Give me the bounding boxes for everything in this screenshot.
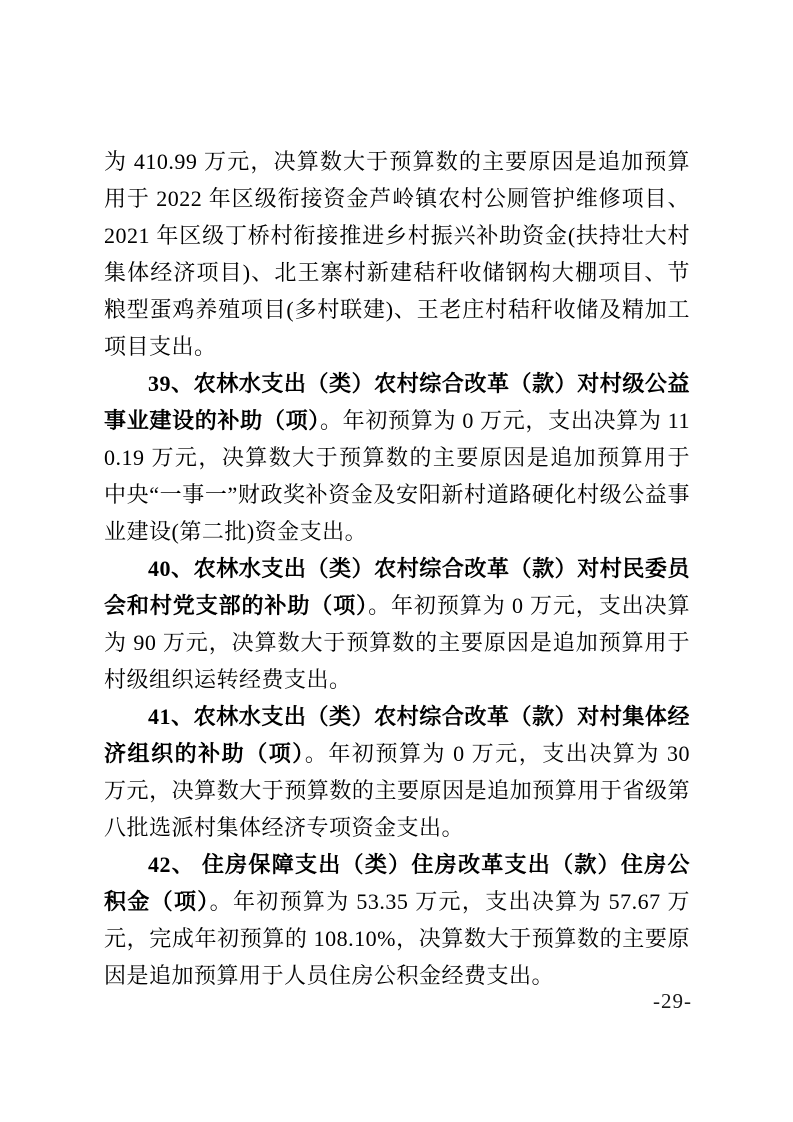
paragraph-continuation	[104, 143, 690, 365]
paragraph-item-42	[104, 846, 690, 994]
paragraph-heading: 39、农林水支出（类）农村综合改革（款）对村级公益事业建设的补助（项）	[104, 371, 690, 433]
page-number: -29-	[653, 989, 692, 1013]
paragraph-item-41	[104, 698, 690, 846]
paragraph-text: 。年初预算为 0 万元，支出决算为 110.19 万元，决算数大于预算数的主要原因是追加预算用于中央“一事一”财政奖补资金及安阳新村道路硬化村级公益事业建设(第二批)资金支出。	[104, 408, 690, 544]
paragraph-heading: 41、农林水支出（类）农村综合改革（款）对村集体经济组织的补助（项）	[104, 704, 690, 766]
paragraph-heading: 42、 住房保障支出（类）住房改革支出（款）住房公积金（项）	[104, 852, 690, 914]
paragraph-item-39	[104, 365, 690, 550]
paragraph-item-40	[104, 550, 690, 698]
paragraph-text: 。年初预算为 53.35 万元，支出决算为 57.67 万元，完成年初预算的 108.10%，决算数大于预算数的主要原因是追加预算用于人员住房公积金经费支出。	[104, 889, 690, 988]
paragraph-text: 。年初预算为 0 万元，支出决算为 30 万元，决算数大于预算数的主要原因是追加预算用于省级第八批选派村集体经济专项资金支出。	[104, 741, 690, 840]
paragraph-text: 为 410.99 万元，决算数大于预算数的主要原因是追加预算用于 2022 年区级衔接资金芦岭镇农村公厕管护维修项目、2021 年区级丁桥村衔接推进乡村振兴补助资金(扶持壮大村集体经济项目)、北王寨村新建秸秆收储钢构大棚项目、节粮型蛋鸡养殖项目(多村联建)、王老庄村秸秆收储及精加工项目支出。	[104, 149, 690, 359]
paragraph-heading: 40、农林水支出（类）农村综合改革（款）对村民委员会和村党支部的补助（项）	[104, 556, 690, 618]
document-content	[104, 143, 690, 994]
paragraph-text: 。年初预算为 0 万元，支出决算为 90 万元，决算数大于预算数的主要原因是追加预算用于村级组织运转经费支出。	[104, 593, 690, 692]
